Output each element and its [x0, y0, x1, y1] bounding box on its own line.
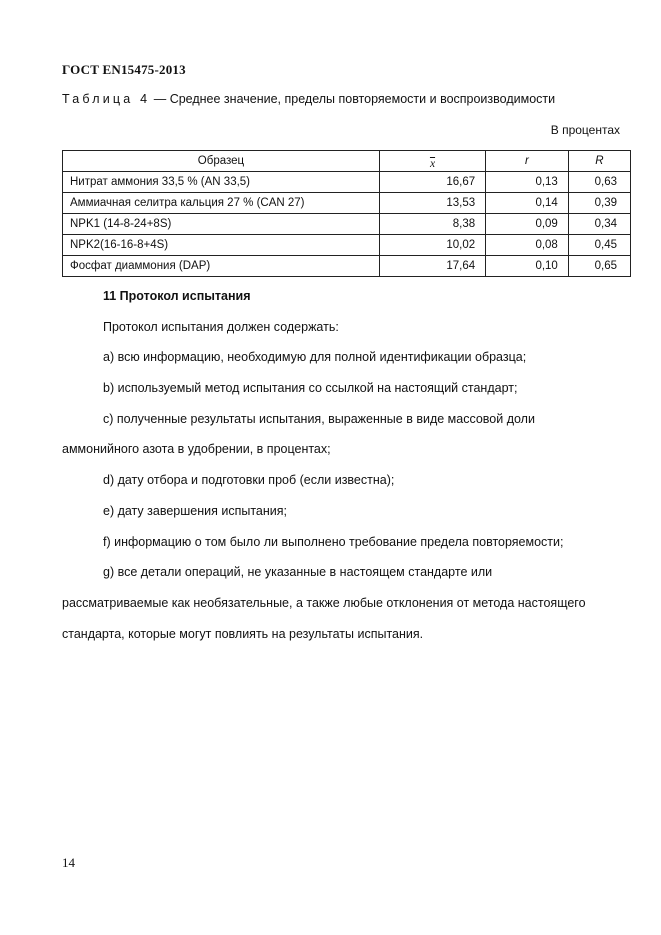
cell-R: 0,63 [568, 172, 630, 193]
cell-r: 0,08 [486, 235, 569, 256]
table-row [63, 193, 631, 214]
results-table [62, 150, 631, 277]
cell-mean: 10,02 [379, 235, 485, 256]
list-item-a: a) всю информацию, необходимую для полной идентификации образца; [103, 350, 527, 364]
cell-mean: 13,53 [379, 193, 485, 214]
section-intro: Протокол испытания должен содержать: [103, 320, 339, 334]
cell-sample: Фосфат диаммония (DAP) [63, 256, 380, 277]
list-item-g-line1: g) все детали операций, не указанные в настоящем стандарте или [103, 565, 493, 579]
table-caption-text: — Среднее значение, пределы повторяемости и воспроизводимости [153, 92, 556, 106]
cell-sample: Аммиачная селитра кальция 27 % (CAN 27) [63, 193, 380, 214]
list-item-b: b) используемый метод испытания со ссылкой на настоящий стандарт; [103, 381, 518, 395]
cell-R: 0,65 [568, 256, 630, 277]
table-header-row [63, 151, 631, 172]
cell-r: 0,10 [486, 256, 569, 277]
standard-header: ГОСТ EN15475-2013 [62, 62, 186, 77]
page-number: 14 [62, 855, 75, 870]
header-repeatability: r [486, 151, 569, 172]
table-row [63, 214, 631, 235]
cell-sample: NPK2(16-16-8+4S) [63, 235, 380, 256]
cell-r: 0,09 [486, 214, 569, 235]
table-units: В процентах [550, 123, 620, 137]
list-item-g-line2: рассматриваемые как необязательные, а также любые отклонения от метода настоящего [62, 596, 586, 610]
list-item-e: e) дату завершения испытания; [103, 504, 287, 518]
header-mean: $\overline{x}$ [379, 151, 485, 172]
cell-sample: Нитрат аммония 33,5 % (AN 33,5) [63, 172, 380, 193]
cell-mean: 17,64 [379, 256, 485, 277]
list-item-f: f) информацию о том было ли выполнено требование предела повторяемости; [103, 535, 564, 549]
table-row [63, 235, 631, 256]
table-caption [62, 92, 555, 106]
list-item-g-line3: стандарта, которые могут повлиять на результаты испытания. [62, 627, 424, 641]
table-row [63, 172, 631, 193]
cell-r: 0,14 [486, 193, 569, 214]
cell-R: 0,45 [568, 235, 630, 256]
table-caption-label: Таблица 4 [62, 92, 151, 106]
table-row [63, 256, 631, 277]
list-item-c-line2: аммонийного азота в удобрении, в процентах; [62, 442, 331, 456]
section-title: 11 Протокол испытания [103, 289, 251, 303]
cell-mean: 16,67 [379, 172, 485, 193]
list-item-c-line1: c) полученные результаты испытания, выраженные в виде массовой доли [103, 412, 535, 426]
cell-R: 0,34 [568, 214, 630, 235]
cell-r: 0,13 [486, 172, 569, 193]
cell-R: 0,39 [568, 193, 630, 214]
header-reproducibility: R [568, 151, 630, 172]
list-item-d: d) дату отбора и подготовки проб (если известна); [103, 473, 395, 487]
header-sample: Образец [63, 151, 380, 172]
cell-sample: NPK1 (14-8-24+8S) [63, 214, 380, 235]
cell-mean: 8,38 [379, 214, 485, 235]
